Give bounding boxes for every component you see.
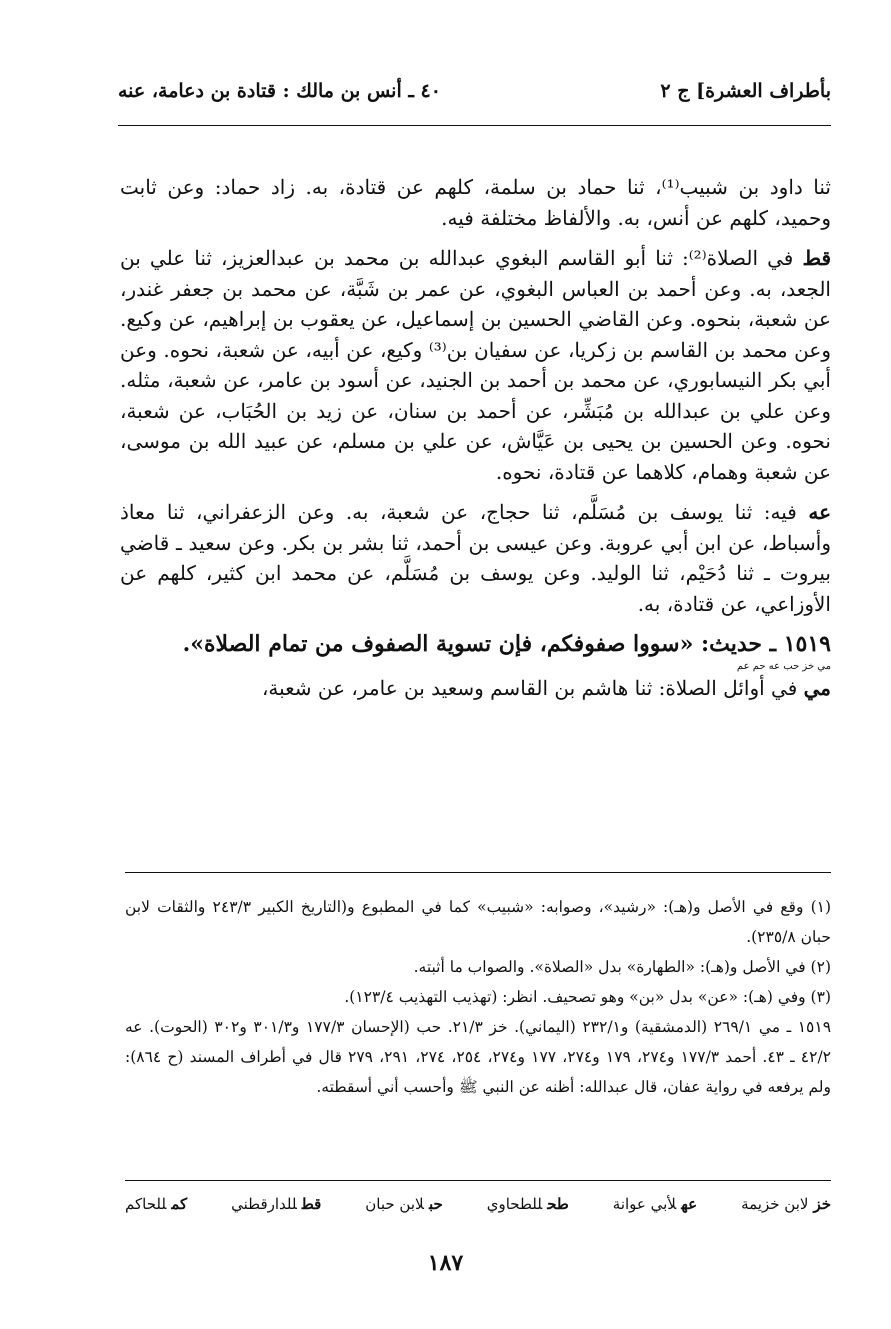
legend-code: طح bbox=[547, 1195, 569, 1213]
legend-text: للطحاوي bbox=[486, 1195, 543, 1213]
running-header bbox=[118, 80, 831, 102]
footnote-divider bbox=[125, 872, 831, 873]
paragraph-3-text: فيه: ثنا يوسف بن مُسَلَّم، ثنا حجاج، عن شعبة، به. وعن الزعفراني، ثنا معاذ وأسباط، عن ابن أبي عروبة. وعن عيسى بن أحمد، ثنا بشر بن بكر. وعن سعيد ـ قاضي بيروت ـ ثنا دُحَيْم، ثنا الوليد. وعن يوسف بن مُسَلَّم، عن محمد ابن كثير، كلهم عن الأوزاعي، عن قتادة، به. bbox=[120, 500, 832, 616]
legend-code: قط bbox=[301, 1195, 322, 1213]
paragraph-4 bbox=[120, 673, 831, 704]
hadith-sigla: مي خز حب عه حم عم bbox=[736, 661, 831, 672]
header-chapter-title: ٤٠ ـ أنس بن مالك : قتادة بن دعامة، عنه bbox=[118, 80, 441, 102]
header-book-title: بأطراف العشرة] ج ٢ bbox=[660, 80, 831, 102]
legend-item bbox=[125, 1195, 187, 1213]
hadith-heading: ١٥١٩ ـ حديث: «سووا صفوفكم، فإن تسوية الصفوف من تمام الصلاة». bbox=[182, 631, 831, 657]
legend-item bbox=[231, 1195, 321, 1213]
legend-text: للدارقطني bbox=[231, 1195, 297, 1213]
legend-item bbox=[487, 1195, 569, 1213]
siglum-qt: قط bbox=[802, 246, 832, 270]
legend-code: عه bbox=[681, 1195, 698, 1213]
legend-item bbox=[613, 1195, 697, 1213]
main-text bbox=[120, 172, 831, 714]
paragraph-1-text: ثنا داود بن شبيب⁽¹⁾، ثنا حماد بن سلمة، كلهم عن قتادة، به. زاد حماد: وعن ثابت وحميد، كلهم عن أنس، به. والألفاظ مختلفة فيه. bbox=[120, 175, 831, 230]
footnote-1: (١) وقع في الأصل و(هـ): «رشيد»، وصوابه: «شبيب» كما في المطبوع و(التاريخ الكبير ٢٤٣/٣ والثقات لابن حبان ٢٣٥/٨). bbox=[125, 898, 832, 946]
legend-text: لابن حبان bbox=[365, 1195, 424, 1213]
paragraph-4-text: في أوائل الصلاة: ثنا هاشم بن القاسم وسعيد بن عامر، عن شعبة، bbox=[261, 676, 798, 700]
legend-code: خز bbox=[813, 1195, 831, 1213]
paragraph-3 bbox=[120, 497, 831, 619]
legend-code: حب bbox=[428, 1195, 443, 1213]
footnote-2: (٢) في الأصل و(هـ): «الطهارة» بدل «الصلاة». والصواب ما أثبته. bbox=[413, 958, 831, 976]
legend-text: للحاكم bbox=[125, 1195, 167, 1213]
legend-text: لابن خزيمة bbox=[741, 1195, 809, 1213]
paragraph-2-text: في الصلاة⁽²⁾: ثنا أبو القاسم البغوي عبدالله بن محمد بن عبدالعزيز، ثنا علي بن الجعد، به. وعن أحمد بن العباس البغوي، عن عمر بن شَبَّة، عن محمد بن جعفر غندر، عن شعبة، بنحوه. وعن القاضي الحسين بن إسماعيل، عن يعقوب بن إبراهيم، عن وكيع. وعن محمد بن القاسم بن زكريا، عن سفيان بن⁽³⁾ وكيع، عن أبيه، عن شعبة، نحوه. وعن أبي بكر النيسابوري، عن محمد بن أحمد بن الجنيد، عن أسود بن عامر، عن شعبة، مثله. وعن علي بن عبدالله بن مُبَشِّر، عن أحمد بن سنان، عن زيد بن الحُبَاب، عن شعبة، نحوه. وعن الحسين بن يحيى بن عَيَّاش، عن علي بن مسلم، عن عبيد الله بن موسى، عن شعبة وهمام، كلاهما عن قتادة، نحوه. bbox=[120, 246, 832, 484]
legend-code: كم bbox=[171, 1195, 188, 1213]
header-divider bbox=[118, 125, 831, 126]
legend-divider bbox=[125, 1180, 831, 1181]
footnote-takhrij: ١٥١٩ ـ مي ٢٦٩/١ (الدمشقية) و٢٣٢/١ (اليماني). خز ٢١/٣. حب (الإحسان ١٧٧/٣ و٣٠١/٣ و٣٠٢ (الحوت). عه ٤٢/٢ ـ ٤٣. أحمد ١٧٧/٣ و٢٧٤، ١٧٩ و٢٧٤، ١٧٧ و٢٧٤، ٢٥٤، ٢٧٤، ٢٩١، ٢٧٩ قال في أطراف المسند (ح ٨٦٤): ولم يرفعه في رواية عفان، قال عبدالله: أظنه عن النبي ﷺ وأحسب أني أسقطته. bbox=[125, 1018, 832, 1096]
legend-text: لأبي عوانة bbox=[612, 1195, 677, 1213]
paragraph-1 bbox=[120, 172, 831, 233]
legend-item bbox=[365, 1195, 443, 1213]
abbreviation-legend bbox=[125, 1195, 831, 1213]
page-number: ١٨٧ bbox=[427, 1250, 464, 1276]
footnotes bbox=[125, 892, 831, 1102]
siglum-ah: عه bbox=[808, 500, 831, 524]
footnote-3: (٣) وفي (هـ): «عن» بدل «بن» وهو تصحيف. انظر: (تهذيب التهذيب ١٢٣/٤). bbox=[344, 988, 831, 1006]
legend-item bbox=[741, 1195, 831, 1213]
paragraph-2 bbox=[120, 243, 831, 487]
siglum-mi: مي bbox=[803, 676, 831, 700]
